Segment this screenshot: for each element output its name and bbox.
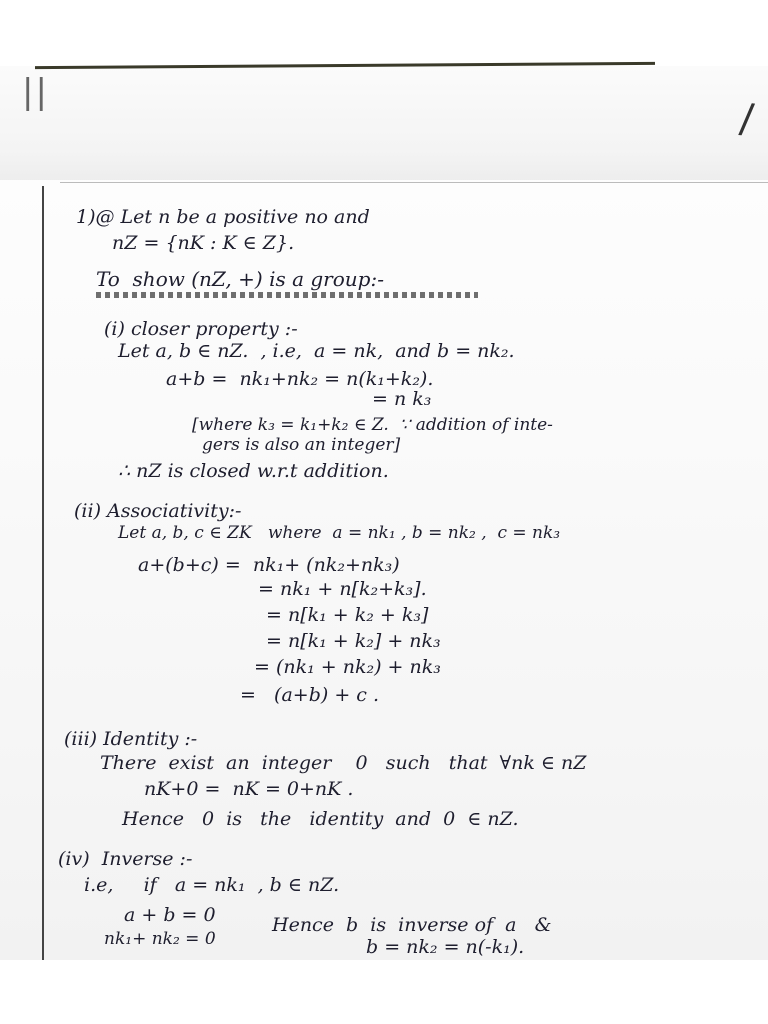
inverse-line-3: nk₁+ nk₂ = 0 [104, 929, 216, 949]
associativity-line-6: = (nk₁ + nk₂) + nk₃ [254, 656, 441, 678]
corner-mark-right: / [737, 95, 756, 143]
top-margin [0, 0, 768, 62]
inverse-line-1: i.e, if a = nk₁ , b ∈ nZ. [84, 874, 340, 896]
closure-line-4: [where k₃ = k₁+k₂ ∈ Z. ∵ addition of inte- [192, 415, 553, 435]
margin-rule [42, 186, 44, 960]
identity-line-1: There exist an integer 0 such that ∀nk ∈ nZ [100, 752, 587, 774]
associativity-line-7: = (a+b) + c . [240, 684, 379, 706]
bottom-margin [0, 960, 768, 1024]
closure-line-3: = n k₃ [372, 388, 432, 410]
problem-statement-line-1: 1)@ Let n be a positive no and [76, 206, 370, 228]
inverse-line-2: a + b = 0 [124, 904, 216, 926]
closure-line-5: gers is also an integer] [202, 435, 401, 455]
closure-heading: (i) closer property :- [104, 318, 298, 340]
inverse-line-4: Hence b is inverse of a & [272, 914, 552, 936]
closure-line-2: a+b = nk₁+nk₂ = n(k₁+k₂). [166, 368, 434, 390]
closure-conclusion: ∴ nZ is closed w.r.t addition. [118, 460, 389, 482]
identity-heading: (iii) Identity :- [64, 728, 198, 750]
corner-mark-left: || [22, 72, 49, 112]
section-heading-to-show: To show (nZ, +) is a group:- [96, 267, 384, 291]
inverse-heading: (iv) Inverse :- [58, 848, 193, 870]
associativity-line-1: Let a, b, c ∈ ZK where a = nk₁ , b = nk₂ , c = nk₃ [118, 523, 561, 543]
associativity-line-2: a+(b+c) = nk₁+ (nk₂+nk₃) [138, 554, 400, 576]
notebook-header-band [0, 66, 768, 186]
inverse-line-5: b = nk₂ = n(-k₁). [366, 936, 525, 958]
identity-line-3: Hence 0 is the identity and 0 ∈ nZ. [122, 808, 519, 830]
associativity-line-3: = nk₁ + n[k₂+k₃]. [258, 578, 427, 600]
associativity-line-5: = n[k₁ + k₂] + nk₃ [266, 630, 441, 652]
closure-line-1: Let a, b ∈ nZ. , i.e, a = nk, and b = nk₂. [118, 340, 515, 362]
heading-underline [96, 292, 478, 298]
page-fold-line [60, 182, 768, 183]
associativity-heading: (ii) Associativity:- [74, 500, 242, 522]
problem-statement-line-2: nZ = {nK : K ∈ Z}. [112, 232, 295, 254]
associativity-line-4: = n[k₁ + k₂ + k₃] [266, 604, 429, 626]
identity-line-2: nK+0 = nK = 0+nK . [144, 778, 354, 800]
